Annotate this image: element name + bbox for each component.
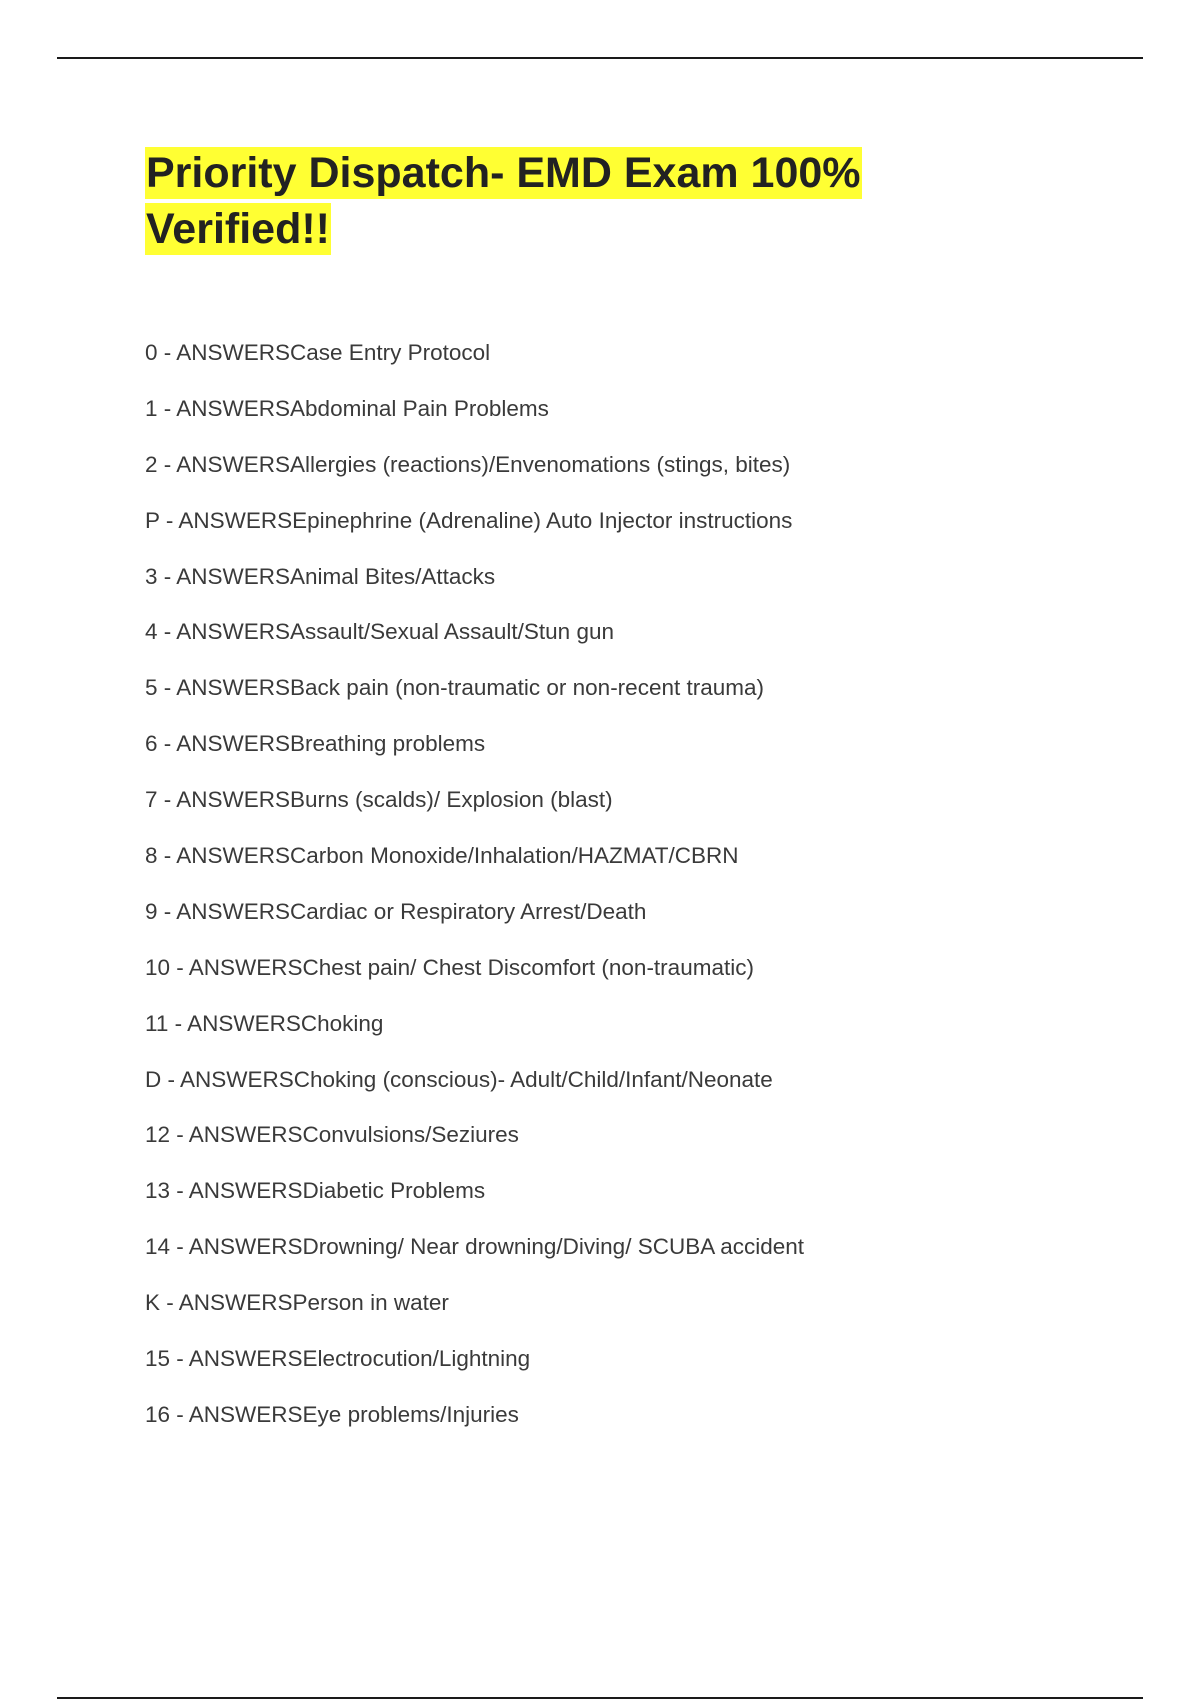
list-item: 3 - ANSWERSAnimal Bites/Attacks <box>145 563 496 589</box>
list-item: 8 - ANSWERSCarbon Monoxide/Inhalation/HAZMAT/CBRN <box>145 843 739 869</box>
list-item: 13 - ANSWERSDiabetic Problems <box>145 1178 486 1204</box>
top-divider <box>57 57 1143 59</box>
list-item: D - ANSWERSChoking (conscious)- Adult/Child/Infant/Neonate <box>145 1066 773 1092</box>
list-item: 7 - ANSWERSBurns (scalds)/ Explosion (blast) <box>145 787 613 813</box>
list-item: 6 - ANSWERSBreathing problems <box>145 731 486 757</box>
list-item: 14 - ANSWERSDrowning/ Near drowning/Diving/ SCUBA accident <box>145 1234 805 1260</box>
list-item: 1 - ANSWERSAbdominal Pain Problems <box>145 395 549 421</box>
list-item: 4 - ANSWERSAssault/Sexual Assault/Stun gun <box>145 619 614 645</box>
list-item: P - ANSWERSEpinephrine (Adrenaline) Auto Injector instructions <box>145 507 793 533</box>
list-item: K - ANSWERSPerson in water <box>145 1290 449 1316</box>
title-highlight: Priority Dispatch- EMD Exam 100% Verified!! <box>146 149 861 253</box>
list-item: 11 - ANSWERSChoking <box>145 1010 384 1036</box>
answer-list <box>145 336 1145 1454</box>
list-item: 0 - ANSWERSCase Entry Protocol <box>145 340 491 365</box>
list-item: 16 - ANSWERSEye problems/Injuries <box>145 1401 519 1427</box>
list-item: 9 - ANSWERSCardiac or Respiratory Arrest/Death <box>145 898 647 924</box>
list-item: 2 - ANSWERSAllergies (reactions)/Envenomations (stings, bites) <box>145 451 791 477</box>
list-item: 5 - ANSWERSBack pain (non-traumatic or non-recent trauma) <box>145 675 764 701</box>
list-item: 15 - ANSWERSElectrocution/Lightning <box>145 1346 531 1372</box>
document-title <box>145 145 1045 257</box>
bottom-divider <box>57 1697 1143 1699</box>
list-item: 10 - ANSWERSChest pain/ Chest Discomfort (non-traumatic) <box>145 954 754 980</box>
list-item: 12 - ANSWERSConvulsions/Seziures <box>145 1122 519 1148</box>
